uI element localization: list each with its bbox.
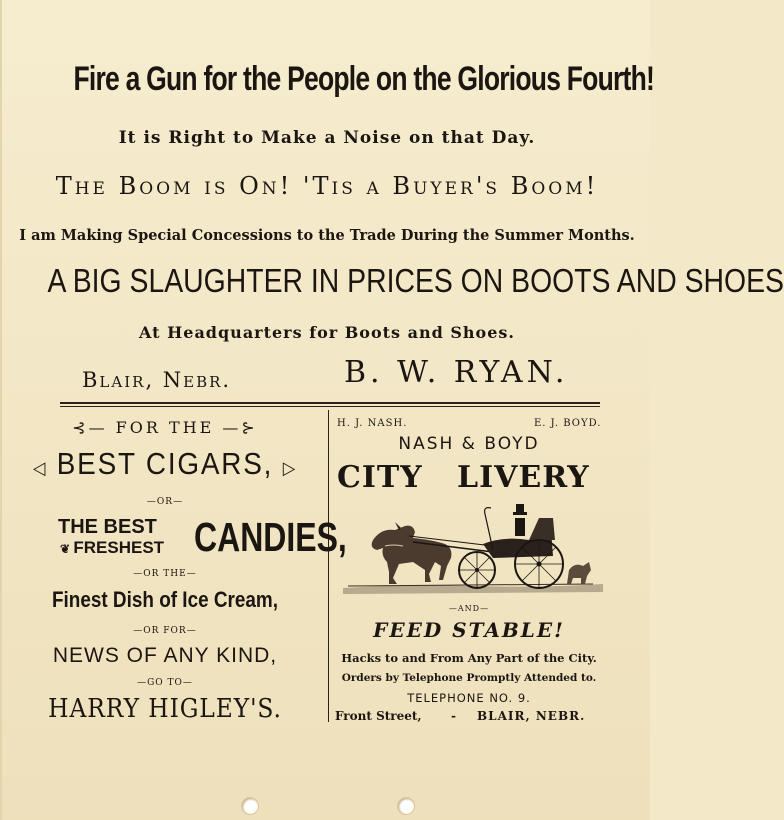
news-line: NEWS OF ANY KIND,	[52, 644, 278, 667]
owner-nash: H. J. NASH.	[337, 418, 408, 429]
the-best: THE BEST	[58, 516, 157, 538]
best-cigars: ◁ BEST CIGARS, ▷	[32, 446, 298, 481]
harry-higley-name: HARRY HIGLEY'S.	[48, 694, 282, 724]
location: Blair, Nebr.	[82, 368, 232, 392]
ornament-left-icon: ◁	[32, 458, 48, 478]
address-dash: -	[451, 709, 456, 723]
feed-stable: FEED STABLE!	[373, 618, 565, 642]
nash-boyd-advertisement	[329, 410, 619, 730]
for-the-line: ⊰— FOR THE —⊱	[72, 418, 258, 437]
hacks-line: Hacks to and From Any Part of the City.	[341, 651, 597, 665]
ornament-right-icon: —⊱	[222, 418, 258, 437]
front-street: Front Street,	[335, 709, 422, 723]
ornament-left-icon: ⊰—	[72, 418, 108, 437]
merchant-name: B. W. RYAN.	[344, 355, 569, 390]
concessions-line: I am Making Special Concessions to the Trade During the Summer Months.	[19, 227, 635, 244]
go-to-connector: —GO TO—	[137, 678, 193, 688]
divider-rule-thin	[60, 406, 600, 407]
candies: CANDIES,	[194, 514, 347, 560]
owner-boyd: E. J. BOYD.	[534, 418, 602, 429]
firm-name: NASH & BOYD	[398, 434, 540, 454]
headquarters-line: At Headquarters for Boots and Shoes.	[139, 323, 515, 342]
city-word: CITY	[337, 460, 423, 495]
livery-word: LIVERY	[457, 460, 590, 495]
telephone-line: TELEPHONE NO. 9.	[407, 691, 531, 705]
subheadline: It is Right to Make a Noise on that Day.	[118, 128, 536, 148]
ryan-advertisement	[2, 0, 784, 400]
higley-advertisement	[2, 410, 347, 730]
boom-line: The Boom is On! 'Tis a Buyer's Boom!	[55, 172, 599, 200]
ornament-icon: ❦	[60, 542, 74, 556]
orders-line: Orders by Telephone Promptly Attended to.	[341, 672, 597, 684]
or-the-connector: —OR THE—	[133, 569, 197, 579]
binder-hole-icon	[241, 797, 259, 815]
headline: Fire a Gun for the People on the Glorious Fourth!	[73, 60, 655, 98]
freshest: ❦ FRESHEST	[60, 538, 165, 557]
carriage-illustration-icon	[343, 500, 603, 600]
and-connector: —AND—	[448, 604, 490, 613]
ice-cream-line: Finest Dish of Ice Cream,	[51, 587, 279, 612]
binder-hole-icon	[397, 797, 415, 815]
or-for-connector: —OR FOR—	[133, 626, 197, 636]
ornament-right-icon: ▷	[282, 458, 298, 478]
divider-rule	[60, 402, 600, 404]
or-connector: —OR—	[146, 497, 184, 507]
address-town: BLAIR, NEBR.	[477, 709, 586, 723]
slaughter-line: A BIG SLAUGHTER IN PRICES ON BOOTS AND SHOES	[47, 262, 784, 299]
